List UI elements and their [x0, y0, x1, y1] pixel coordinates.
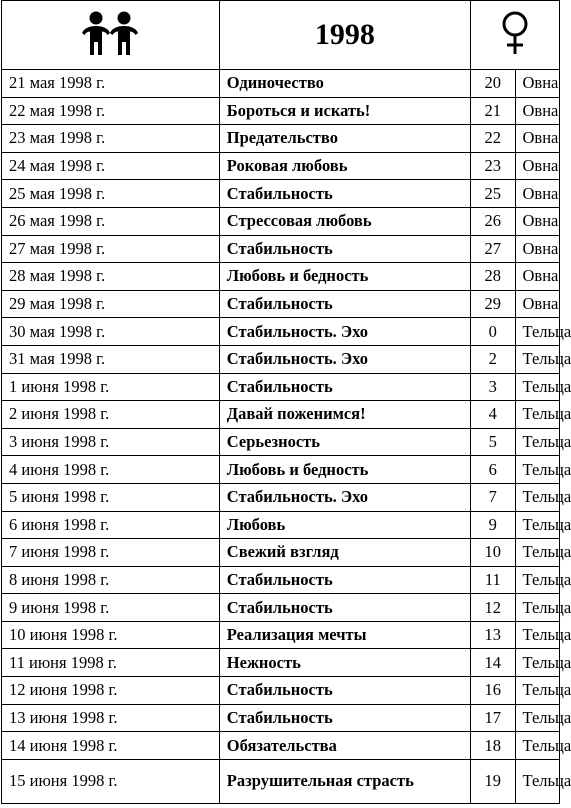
date-cell: 24 мая 1998 г. — [2, 152, 220, 180]
date-cell: 22 мая 1998 г. — [2, 97, 220, 125]
degree-cell: 2 — [471, 345, 515, 373]
name-cell: Разрушительная страсть — [219, 759, 470, 803]
sign-cell: Тельца — [515, 456, 559, 484]
sign-cell: Овна — [515, 180, 559, 208]
venus-icon — [498, 10, 532, 56]
sign-cell: Тельца — [515, 483, 559, 511]
date-cell: 14 июня 1998 г. — [2, 732, 220, 760]
name-cell: Нежность — [219, 649, 470, 677]
name-cell: Роковая любовь — [219, 152, 470, 180]
degree-cell: 10 — [471, 539, 515, 567]
table-row — [2, 594, 560, 622]
date-cell: 26 мая 1998 г. — [2, 207, 220, 235]
sign-cell: Тельца — [515, 401, 559, 429]
name-cell: Стабильность — [219, 677, 470, 705]
table-body — [2, 1, 571, 804]
table-row — [2, 732, 560, 760]
sign-cell: Тельца — [515, 732, 559, 760]
sign-cell: Овна — [515, 207, 559, 235]
degree-cell: 9 — [471, 511, 515, 539]
date-cell: 3 июня 1998 г. — [2, 428, 220, 456]
name-cell: Стабильность — [219, 373, 470, 401]
sign-cell: Тельца — [515, 649, 559, 677]
name-cell: Стабильность — [219, 290, 470, 318]
name-cell: Стабильность — [219, 235, 470, 263]
table-row — [2, 511, 560, 539]
name-cell: Стабильность — [219, 566, 470, 594]
date-cell: 21 мая 1998 г. — [2, 70, 220, 98]
degree-cell: 20 — [471, 70, 515, 98]
header-icon-cell — [2, 1, 220, 70]
sign-cell: Овна — [515, 290, 559, 318]
sign-cell: Тельца — [515, 428, 559, 456]
name-cell: Реализация мечты — [219, 621, 470, 649]
table-row — [2, 152, 560, 180]
date-cell: 29 мая 1998 г. — [2, 290, 220, 318]
degree-cell: 18 — [471, 732, 515, 760]
table-header-row — [2, 1, 560, 70]
degree-cell: 0 — [471, 318, 515, 346]
date-cell: 10 июня 1998 г. — [2, 621, 220, 649]
name-cell: Любовь и бедность — [219, 263, 470, 291]
degree-cell: 13 — [471, 621, 515, 649]
sign-cell: Тельца — [515, 345, 559, 373]
table-row — [2, 235, 560, 263]
table-row — [2, 373, 560, 401]
date-cell: 23 мая 1998 г. — [2, 125, 220, 153]
degree-cell: 4 — [471, 401, 515, 429]
date-cell: 11 июня 1998 г. — [2, 649, 220, 677]
name-cell: Стабильность — [219, 594, 470, 622]
table-row — [2, 677, 560, 705]
date-cell: 9 июня 1998 г. — [2, 594, 220, 622]
name-cell: Свежий взгляд — [219, 539, 470, 567]
sign-cell: Тельца — [515, 759, 559, 803]
table-row — [2, 483, 560, 511]
degree-cell: 7 — [471, 483, 515, 511]
date-cell: 2 июня 1998 г. — [2, 401, 220, 429]
sign-cell: Тельца — [515, 373, 559, 401]
sign-cell: Тельца — [515, 704, 559, 732]
date-cell: 5 июня 1998 г. — [2, 483, 220, 511]
name-cell: Стабильность. Эхо — [219, 483, 470, 511]
sign-cell: Овна — [515, 125, 559, 153]
table-row — [2, 704, 560, 732]
date-cell: 15 июня 1998 г. — [2, 759, 220, 803]
degree-cell: 3 — [471, 373, 515, 401]
table-row — [2, 566, 560, 594]
table-row — [2, 97, 560, 125]
name-cell: Бороться и искать! — [219, 97, 470, 125]
degree-cell: 27 — [471, 235, 515, 263]
name-cell: Одиночество — [219, 70, 470, 98]
year-title: 1998 — [219, 1, 470, 70]
sign-cell: Тельца — [515, 621, 559, 649]
name-cell: Любовь и бедность — [219, 456, 470, 484]
table-row — [2, 401, 560, 429]
degree-cell: 29 — [471, 290, 515, 318]
degree-cell: 22 — [471, 125, 515, 153]
name-cell: Стабильность. Эхо — [219, 345, 470, 373]
name-cell: Стабильность. Эхо — [219, 318, 470, 346]
table-row — [2, 621, 560, 649]
table-row — [2, 759, 560, 803]
degree-cell: 21 — [471, 97, 515, 125]
table-row — [2, 649, 560, 677]
date-cell: 4 июня 1998 г. — [2, 456, 220, 484]
degree-cell: 12 — [471, 594, 515, 622]
table-row — [2, 345, 560, 373]
date-cell: 6 июня 1998 г. — [2, 511, 220, 539]
date-cell: 31 мая 1998 г. — [2, 345, 220, 373]
date-cell: 28 мая 1998 г. — [2, 263, 220, 291]
table-row — [2, 456, 560, 484]
date-cell: 30 мая 1998 г. — [2, 318, 220, 346]
sign-cell: Тельца — [515, 677, 559, 705]
degree-cell: 25 — [471, 180, 515, 208]
degree-cell: 6 — [471, 456, 515, 484]
sign-cell: Овна — [515, 152, 559, 180]
sign-cell: Овна — [515, 70, 559, 98]
degree-cell: 11 — [471, 566, 515, 594]
table-row — [2, 125, 560, 153]
sign-cell: Овна — [515, 97, 559, 125]
date-cell: 25 мая 1998 г. — [2, 180, 220, 208]
table-row — [2, 207, 560, 235]
name-cell: Обязательства — [219, 732, 470, 760]
table-row — [2, 290, 560, 318]
date-cell: 27 мая 1998 г. — [2, 235, 220, 263]
name-cell: Стабильность — [219, 180, 470, 208]
sign-cell: Тельца — [515, 539, 559, 567]
sign-cell: Тельца — [515, 318, 559, 346]
name-cell: Стрессовая любовь — [219, 207, 470, 235]
date-cell: 1 июня 1998 г. — [2, 373, 220, 401]
couple-icon — [79, 11, 141, 55]
table-row — [2, 263, 560, 291]
year-table — [1, 0, 571, 804]
name-cell: Любовь — [219, 511, 470, 539]
sign-cell: Овна — [515, 263, 559, 291]
degree-cell: 19 — [471, 759, 515, 803]
date-cell: 8 июня 1998 г. — [2, 566, 220, 594]
name-cell: Давай поженимся! — [219, 401, 470, 429]
name-cell: Серьезность — [219, 428, 470, 456]
table-row — [2, 539, 560, 567]
table-row — [2, 318, 560, 346]
name-cell: Предательство — [219, 125, 470, 153]
table-row — [2, 428, 560, 456]
sign-cell: Тельца — [515, 594, 559, 622]
sign-cell: Овна — [515, 235, 559, 263]
header-venus-cell — [471, 1, 560, 70]
name-cell: Стабильность — [219, 704, 470, 732]
date-cell: 13 июня 1998 г. — [2, 704, 220, 732]
degree-cell: 14 — [471, 649, 515, 677]
sign-cell: Тельца — [515, 511, 559, 539]
degree-cell: 16 — [471, 677, 515, 705]
degree-cell: 26 — [471, 207, 515, 235]
degree-cell: 23 — [471, 152, 515, 180]
degree-cell: 17 — [471, 704, 515, 732]
date-cell: 7 июня 1998 г. — [2, 539, 220, 567]
table-row — [2, 180, 560, 208]
table-row — [2, 70, 560, 98]
degree-cell: 5 — [471, 428, 515, 456]
degree-cell: 28 — [471, 263, 515, 291]
date-cell: 12 июня 1998 г. — [2, 677, 220, 705]
sign-cell: Тельца — [515, 566, 559, 594]
